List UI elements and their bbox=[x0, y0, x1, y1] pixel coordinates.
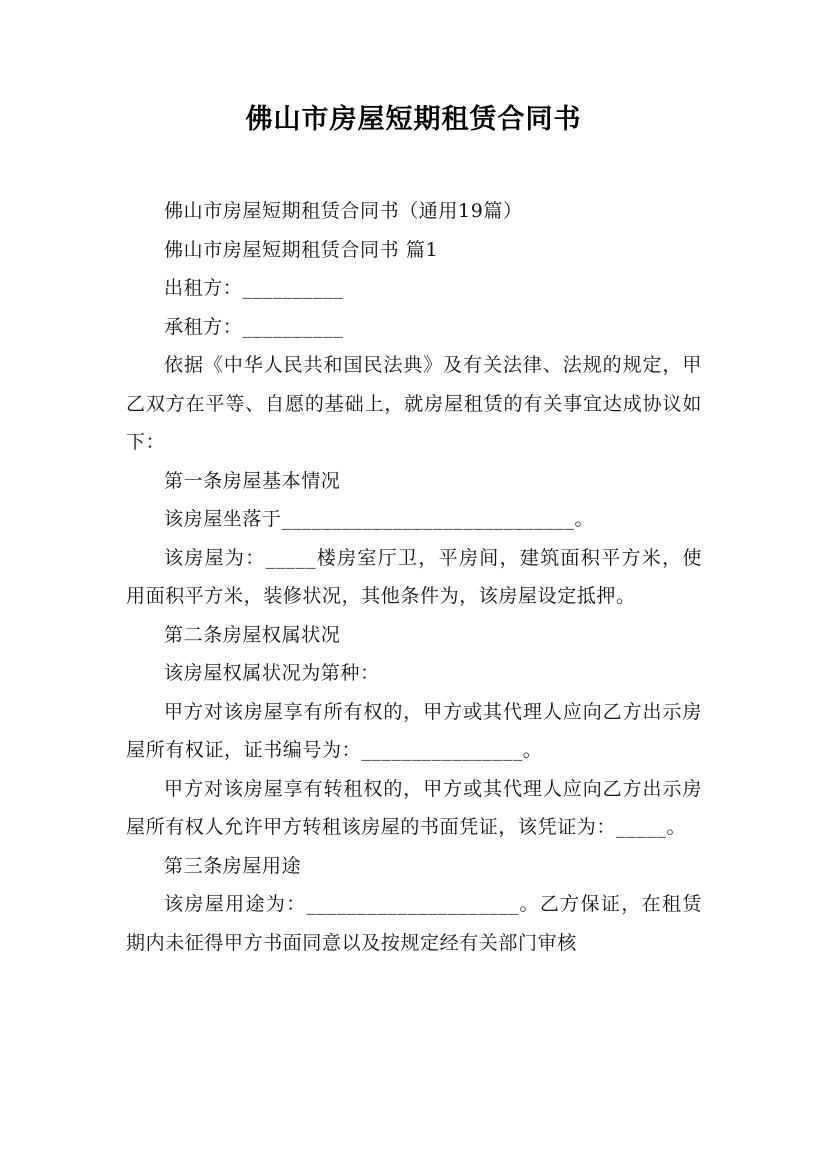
paragraph-lessor: 出租方：__________ bbox=[164, 277, 344, 299]
paragraph-collection-title: 佛山市房屋短期租赁合同书（通用19篇） bbox=[164, 200, 523, 222]
paragraph-house-usage: 该房屋用途为：_____________________。乙方保证，在租赁期内未征得甲方书面同意以及按规定经有关部门审核 bbox=[126, 893, 702, 954]
paragraph-article-2-heading: 第二条房屋权属状况 bbox=[164, 623, 341, 646]
paragraph-house-details: 该房屋为：_____楼房室厅卫，平房间，建筑面积平方米，使用面积平方米，装修状况，其他条件为，该房屋设定抵押。 bbox=[126, 546, 702, 607]
document-body bbox=[126, 192, 702, 962]
paragraph-sublease-right: 甲方对该房屋享有转租权的，甲方或其代理人应向乙方出示房屋所有权人允许甲方转租该房屋的书面凭证，该凭证为：_____。 bbox=[126, 777, 702, 838]
paragraph-preamble: 依据《中华人民共和国民法典》及有关法律、法规的规定，甲乙双方在平等、自愿的基础上，就房屋租赁的有关事宜达成协议如下： bbox=[126, 354, 702, 453]
paragraph-location: 该房屋坐落于_____________________________。 bbox=[164, 508, 595, 530]
paragraph-article-3-heading: 第三条房屋用途 bbox=[164, 854, 302, 877]
paragraph-ownership-certificate: 甲方对该房屋享有所有权的，甲方或其代理人应向乙方出示房屋所有权证，证书编号为：________________。 bbox=[126, 700, 702, 761]
document-title: 佛山市房屋短期租赁合同书 bbox=[245, 104, 582, 135]
paragraph-article-1-heading: 第一条房屋基本情况 bbox=[164, 469, 341, 492]
paragraph-section-heading: 佛山市房屋短期租赁合同书 篇1 bbox=[164, 238, 439, 261]
paragraph-lessee: 承租方：__________ bbox=[164, 315, 344, 338]
paragraph-ownership-type: 该房屋权属状况为第种： bbox=[164, 662, 380, 684]
